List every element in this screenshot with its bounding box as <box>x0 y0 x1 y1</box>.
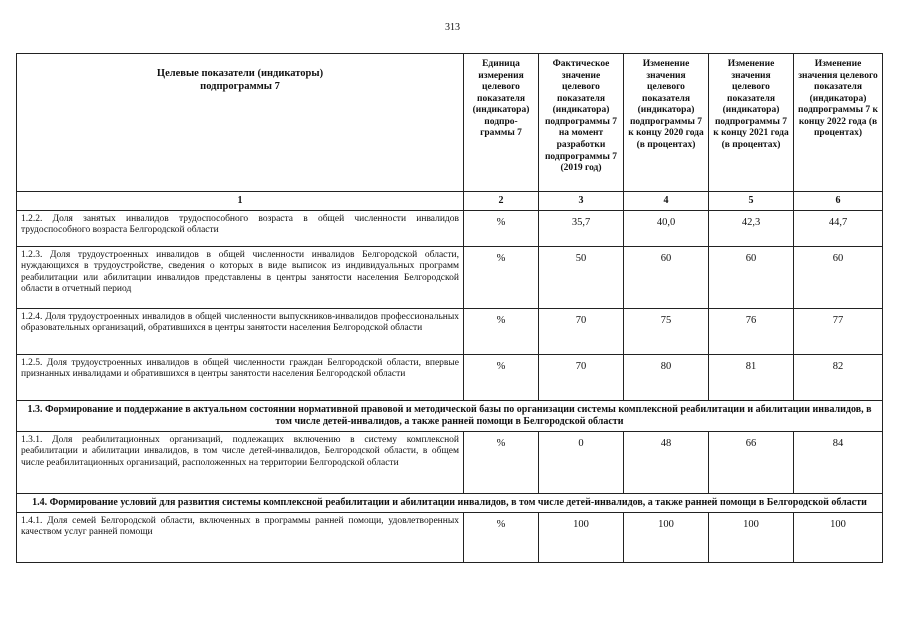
header-actual-2019: Фактическое значение целевого показателя (индикатора) подпрограммы 7 на момент разработки подпрограммы 7 (2019 год) <box>539 54 624 192</box>
header-indicator: Целевые показатели (индикаторы) подпрограммы 7 <box>17 54 464 192</box>
column-number: 3 <box>539 192 624 211</box>
unit-value: % <box>464 432 539 494</box>
column-number-row <box>17 192 883 211</box>
value-2021: 76 <box>709 309 794 355</box>
section-heading-1-3: 1.3. Формирование и поддержание в актуальном состоянии нормативной правовой и методической базы по организации системы комплексной реабилитации и абилитации инвалидов, в том числе детей-инвалидов, а также ранней помощи в Белгородской области <box>17 401 883 432</box>
indicators-table <box>16 53 883 563</box>
table-row <box>17 247 883 309</box>
section-row <box>17 401 883 432</box>
unit-value: % <box>464 211 539 247</box>
value-2022: 44,7 <box>794 211 883 247</box>
column-number: 5 <box>709 192 794 211</box>
value-2020: 48 <box>624 432 709 494</box>
actual-value: 70 <box>539 355 624 401</box>
actual-value: 35,7 <box>539 211 624 247</box>
header-change-2021: Изменение значения целевого показателя (индикатора) подпрограммы 7 к концу 2021 года (в процентах) <box>709 54 794 192</box>
value-2021: 100 <box>709 513 794 563</box>
indicator-name: 1.2.2. Доля занятых инвалидов трудоспособного возраста в общей численности инвалидов трудоспособного возраста Белгородской области <box>17 211 464 247</box>
unit-value: % <box>464 247 539 309</box>
indicator-name: 1.4.1. Доля семей Белгородской области, включенных в программы ранней помощи, удовлетворенных качеством услуг ранней помощи <box>17 513 464 563</box>
column-number: 2 <box>464 192 539 211</box>
actual-value: 100 <box>539 513 624 563</box>
indicator-name: 1.2.4. Доля трудоустроенных инвалидов в общей численности выпускников-инвалидов профессиональных образовательных организаций, обратившихся в центры занятости населения Белгородской области <box>17 309 464 355</box>
section-row <box>17 494 883 513</box>
header-change-2022: Изменение значения целевого показателя (индикатора) подпрограммы 7 к концу 2022 года (в процентах) <box>794 54 883 192</box>
indicator-name: 1.3.1. Доля реабилитационных организаций, подлежащих включению в систему комплексной реабилитации и абилитации инвалидов, в том числе детей-инвалидов, Белгородской области, в общем числе реабилитационных организаций, расположенных на территории Белгородской области <box>17 432 464 494</box>
actual-value: 0 <box>539 432 624 494</box>
value-2022: 77 <box>794 309 883 355</box>
value-2022: 82 <box>794 355 883 401</box>
value-2021: 60 <box>709 247 794 309</box>
value-2020: 100 <box>624 513 709 563</box>
column-number: 4 <box>624 192 709 211</box>
column-number: 6 <box>794 192 883 211</box>
unit-value: % <box>464 355 539 401</box>
table-header-row <box>17 54 883 192</box>
value-2020: 75 <box>624 309 709 355</box>
value-2021: 66 <box>709 432 794 494</box>
value-2020: 80 <box>624 355 709 401</box>
table-row <box>17 309 883 355</box>
unit-value: % <box>464 309 539 355</box>
value-2020: 40,0 <box>624 211 709 247</box>
header-unit: Единица измерения целевого показателя (индикатора) подпро-граммы 7 <box>464 54 539 192</box>
table-row <box>17 211 883 247</box>
actual-value: 50 <box>539 247 624 309</box>
value-2020: 60 <box>624 247 709 309</box>
table-row <box>17 355 883 401</box>
value-2021: 42,3 <box>709 211 794 247</box>
value-2021: 81 <box>709 355 794 401</box>
indicator-name: 1.2.3. Доля трудоустроенных инвалидов в общей численности инвалидов Белгородской области, нуждающихся в трудоустройстве, сведения о которых в виде выписок из индивидуальных программ реабилитации или абилитации инвалидов представлены в центры занятости населения Белгородской области в отчетный период <box>17 247 464 309</box>
table-row <box>17 432 883 494</box>
value-2022: 100 <box>794 513 883 563</box>
section-heading-1-4: 1.4. Формирование условий для развития системы комплексной реабилитации и абилитации инвалидов, в том числе детей-инвалидов, а также ранней помощи в Белгородской области <box>17 494 883 513</box>
header-change-2020: Изменение значения целевого показателя (индикатора) подпрограммы 7 к концу 2020 года (в процентах) <box>624 54 709 192</box>
page-number: 313 <box>445 22 460 33</box>
value-2022: 84 <box>794 432 883 494</box>
value-2022: 60 <box>794 247 883 309</box>
actual-value: 70 <box>539 309 624 355</box>
column-number: 1 <box>17 192 464 211</box>
indicator-name: 1.2.5. Доля трудоустроенных инвалидов в общей численности граждан Белгородской области, впервые признанных инвалидами и обратившихся в центры занятости населения Белгородской области <box>17 355 464 401</box>
unit-value: % <box>464 513 539 563</box>
table-row <box>17 513 883 563</box>
